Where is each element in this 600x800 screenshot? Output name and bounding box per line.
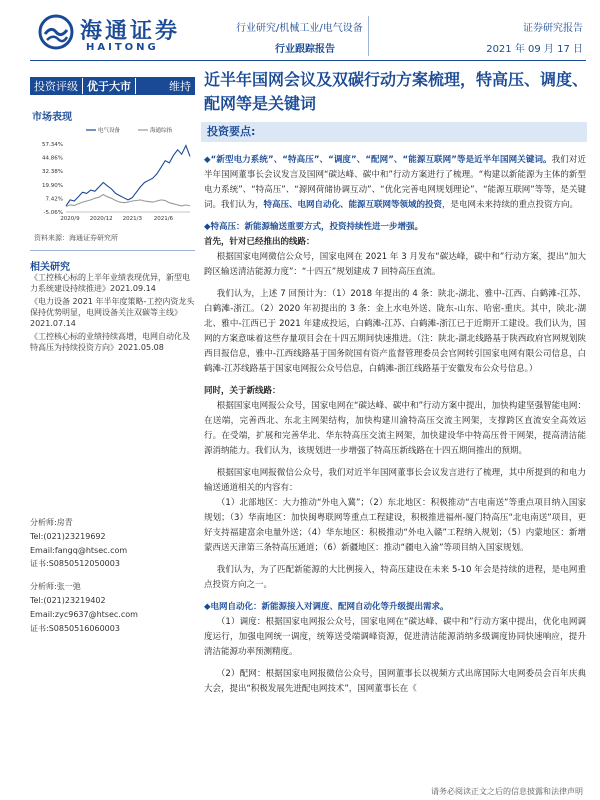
analyst-tel: Tel:(021)23219402 bbox=[30, 595, 106, 605]
rating-label: 投资评级 bbox=[30, 78, 83, 94]
sub-heading: 首先，针对已经推出的线路： bbox=[204, 237, 315, 247]
bullet-heading: ◆ 电网自动化：新能源接入对调度、配网自动化等升级提出需求。 bbox=[204, 602, 449, 612]
key-points-header: 投资要点: bbox=[201, 122, 587, 142]
body-paragraph: （1）调度：根据国家电网报公众号，国家电网在“碳达峰、碳中和”行动方案中提出，优化电网调度运行，加强电网统一调度，统筹送受端调峰资源，促进清洁能源消纳多级调度协同快速响应，提升清洁能源功率预测精度。 bbox=[204, 617, 586, 657]
analyst-tel: Tel:(021)23219692 bbox=[30, 531, 106, 541]
market-performance-title: 市场表现 bbox=[32, 112, 72, 123]
series-line bbox=[66, 146, 190, 206]
y-tick-label: 44.86% bbox=[42, 155, 63, 162]
report-type: 行业跟踪报告 bbox=[275, 44, 335, 55]
analyst-info bbox=[30, 516, 196, 635]
rating-status: 维持 bbox=[169, 80, 191, 93]
y-tick-label: 57.34% bbox=[42, 142, 63, 148]
analyst-email[interactable]: Email:zyc9637@htsec.com bbox=[30, 609, 138, 619]
y-tick-label: -5.06% bbox=[43, 210, 63, 216]
x-tick-label: 2020/9 bbox=[60, 216, 80, 222]
sidebar-rule bbox=[30, 250, 195, 251]
y-tick-label: 32.38% bbox=[42, 169, 63, 176]
chart-source: 资料来源：海通证券研究所 bbox=[34, 234, 118, 242]
bullet-heading: ◆ “新型电力系统”、“特高压”、“调度”、“配网”、“能源互联网”等是近半年国网关键词。 bbox=[204, 155, 552, 165]
body-paragraph: 我们认为，上述 7 回预计为：（1）2018 年提出的 4 条：陕北-湖北、雅中-江西、白鹤滩-江苏、白鹤滩-浙江。（2）2020 年初提出的 3 条：金上水电外送、陇东-山东、哈密-重庆。其中，陕北-湖北、雅中-江西已于 2021 年建成投运，白鹤滩-江苏、白鹤滩-浙江已于近期开工建设。我们认为，国网的方案意味着这些存量项目会在十四五期间快速推进。（注：陕北-湖北线路基于陕西政府官网规划陕西目报信息，雅中-江西线路基于国务院国有资产监督管理委员会官网转引国家电网有限公司信息，白鹤滩-江苏线路基于国家电网报公众号信息，白鹤滩-浙江线路基于安徽发布公众号信息。） bbox=[204, 289, 586, 374]
report-title: 近半年国网会议及双碳行动方案梳理，特高压、调度、配网等是关键词 bbox=[204, 70, 589, 113]
legend-label: 电气设备 bbox=[98, 128, 121, 134]
related-research-item[interactable]: 《工控核心标的上半年业绩表现优异，新型电力系统建设持续推进》2021.09.14 bbox=[30, 273, 190, 293]
related-research-title: 相关研究 bbox=[30, 262, 70, 273]
report-date: 2021 年 09 月 17 日 bbox=[486, 44, 583, 55]
analyst-name: 分析师:张一弛 bbox=[30, 582, 81, 592]
industry-path: 行业研究/机械工业/电气设备 bbox=[236, 23, 363, 34]
bullet-paragraph: ◆ “新型电力系统”、“特高压”、“调度”、“配网”、“能源互联网”等是近半年国网关键词。我们对近半年国网董事长会议发言及国网“碳达峰、碳中和”行动方案进行了梳理。“构建以新能源为主体的新型电力系统”、“特高压”、“源网荷储协调互动”、“优化完善电网规划理论”、“能源互联网”等等，是关键词。我们认为，特高压、电网自动化、能源互联网等领域的投资，是电网未来持续的重点投资方向。 bbox=[204, 153, 586, 213]
analyst-cert: 证书:S0850512050003 bbox=[30, 559, 120, 569]
body-paragraph: （2）配网：根据国家电网报微信公众号，国网董事长以视频方式出席国际大电网委员会百年庆典大会，提出“积极发展先进配电网技术”，国网董事长在《 bbox=[204, 669, 586, 694]
related-research-list bbox=[30, 272, 196, 355]
analyst-cert: 证书:S0850516060003 bbox=[30, 623, 120, 633]
report-body bbox=[204, 153, 586, 704]
header-divider bbox=[368, 16, 369, 56]
body-paragraph: （1）北部地区：大力推动“外电入冀”；（2）东北地区：积极推动“吉电南送”等重点项目纳入国家规划；（3）华南地区：加快闽粤联网等重点工程建设，积极推进福州-厦门特高压“北电南送”项目，更好支持福建富余电量外送；（4）华东地区：积极推动“外电入赣”工程纳入规划；（5）内蒙地区：新增蒙西送天津第三条特高压通道；（6）新疆地区：推动“疆电入渝”等项目纳入国家规划。 bbox=[204, 498, 586, 553]
x-tick-label: 2021/3 bbox=[122, 216, 142, 222]
y-tick-label: 7.42% bbox=[45, 196, 63, 203]
bullet-paragraph bbox=[204, 600, 586, 615]
report-department: 证券研究报告 bbox=[523, 23, 583, 34]
investment-rating-bar bbox=[30, 77, 195, 95]
related-research-item[interactable]: 《电力设备 2021 年半年度策略-工控内资龙头保持优势明显，电网设备关注双碳等主线》2021.07.14 bbox=[30, 297, 195, 328]
body-paragraph: 根据国家电网报公众号，国家电网在“碳达峰、碳中和”行动方案中提出，加快构建坚强智能电网：在送端，完善西北、东北主网架结构，加快构建川渝特高压交流主网架，支撑跨区直流安全高效运行。在受端，扩展和完善华北、华东特高压交流主网架，加快建设华中特高压骨干网架，提高清洁能源消纳能力。我们认为，该规划进一步增强了特高压新线路在十四五期间推出的预期。 bbox=[204, 401, 586, 456]
page-header bbox=[0, 0, 600, 62]
analyst-name: 分析师:房青 bbox=[30, 518, 73, 527]
bullet-heading: ◆ 特高压：新能源输送重要方式，投资持续性进一步增强。 bbox=[204, 222, 423, 232]
disclaimer-footer: 请务必阅读正文之后的信息披露和法律声明 bbox=[431, 787, 583, 796]
haitong-logo bbox=[38, 12, 218, 54]
related-research-item[interactable]: 《工控核心标的业绩持续高增，电网自动化及特高压为持续投资方向》2021.05.08 bbox=[30, 332, 190, 352]
haitong-logo-icon bbox=[38, 14, 74, 50]
header-rule bbox=[30, 60, 586, 61]
logo-chinese: 海通证券 bbox=[80, 18, 181, 44]
bullet-paragraph bbox=[204, 220, 586, 250]
y-tick-label: 19.90% bbox=[42, 182, 63, 189]
x-tick-label: 2021/6 bbox=[153, 216, 174, 222]
logo-english: HAITONG bbox=[86, 42, 159, 53]
x-tick-label: 2020/12 bbox=[89, 216, 113, 222]
body-paragraph: 我们认为，为了匹配新能源的大比例接入，特高压建设在未来 5-10 年会是持续的进程，是电网重点投资方向之一。 bbox=[204, 565, 586, 590]
body-paragraph: 根据国家电网微信公众号，国家电网在 2021 年 3 月发布“碳达峰，碳中和”行动方案，提出“加大跨区输送清洁能源力度”：“十四五”规划建成 7 回特高压直流。 bbox=[204, 252, 586, 277]
legend-label: 海通综指 bbox=[150, 128, 173, 134]
body-paragraph: 根据国家电网报微信公众号，我们对近半年国网董事长会议发言进行了梳理，其中所提到的和电力输送通道相关的内容有： bbox=[204, 468, 586, 493]
rating-value: 优于大市 bbox=[83, 78, 136, 94]
analyst-email[interactable]: Email:fangq@htsec.com bbox=[30, 545, 128, 555]
market-performance-chart bbox=[30, 122, 194, 226]
sub-heading: 同时，关于新线路： bbox=[204, 386, 281, 396]
